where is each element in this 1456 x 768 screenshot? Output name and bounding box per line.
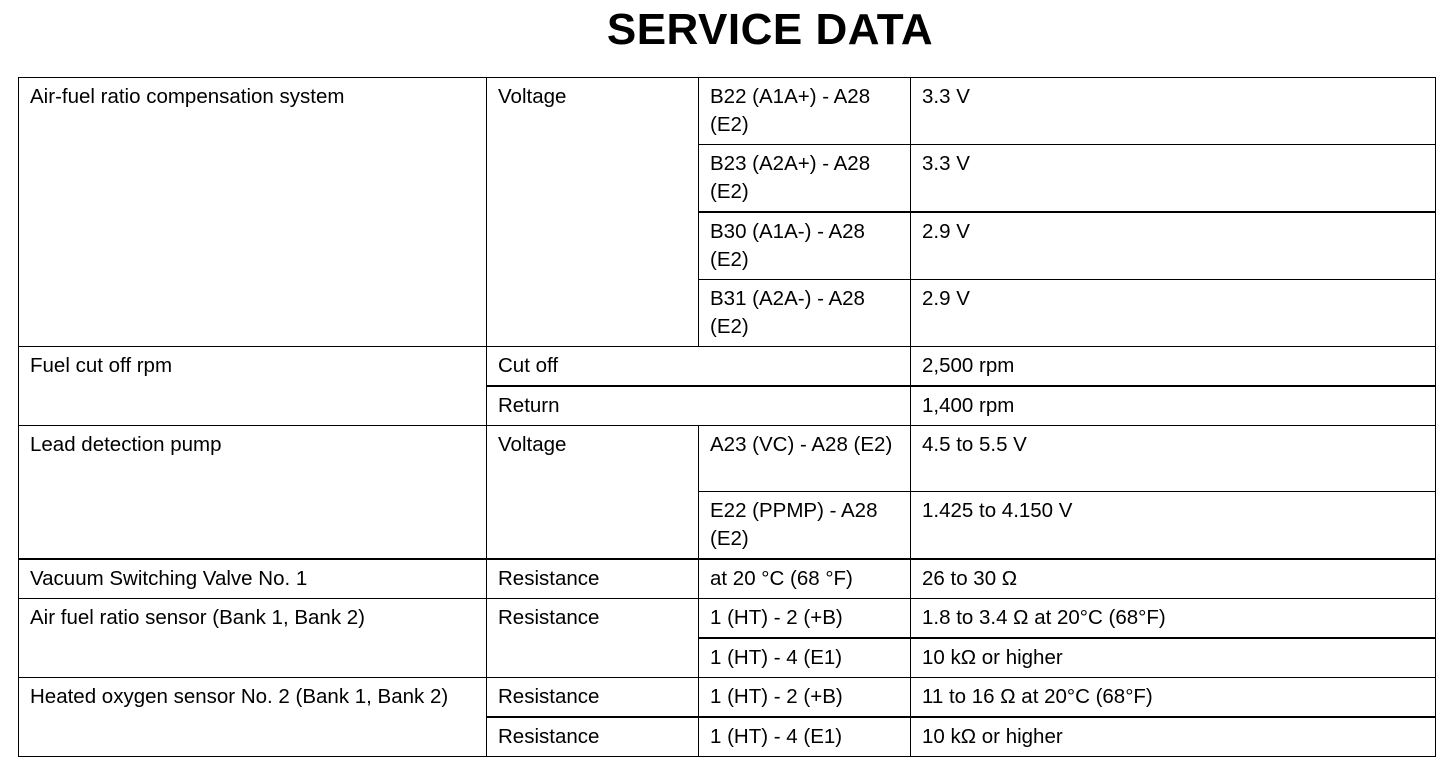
- terminal-cell: B30 (A1A-) - A28 (E2): [699, 212, 911, 280]
- value-cell: 3.3 V: [911, 78, 1436, 145]
- service-data-table: [18, 77, 1436, 757]
- value-cell: 4.5 to 5.5 V: [911, 426, 1436, 492]
- condition-cell: Voltage: [487, 78, 699, 347]
- terminal-cell: E22 (PPMP) - A28 (E2): [699, 492, 911, 560]
- value-cell: 3.3 V: [911, 145, 1436, 213]
- terminal-cell: at 20 °C (68 °F): [699, 559, 911, 599]
- table-row: [19, 599, 1436, 639]
- item-cell: Vacuum Switching Valve No. 1: [19, 559, 487, 599]
- terminal-cell: 1 (HT) - 2 (+B): [699, 678, 911, 718]
- table-row: [19, 78, 1436, 145]
- condition-cell: Resistance: [487, 717, 699, 757]
- condition-cell: Resistance: [487, 559, 699, 599]
- condition-cell: Voltage: [487, 426, 699, 560]
- item-cell: Air fuel ratio sensor (Bank 1, Bank 2): [19, 599, 487, 678]
- terminal-cell: A23 (VC) - A28 (E2): [699, 426, 911, 492]
- value-cell: 1.425 to 4.150 V: [911, 492, 1436, 560]
- terminal-cell: B31 (A2A-) - A28 (E2): [699, 280, 911, 347]
- condition-cell: Cut off: [487, 347, 911, 387]
- value-cell: 11 to 16 Ω at 20°C (68°F): [911, 678, 1436, 718]
- value-cell: 10 kΩ or higher: [911, 638, 1436, 678]
- terminal-cell: 1 (HT) - 4 (E1): [699, 638, 911, 678]
- value-cell: 10 kΩ or higher: [911, 717, 1436, 757]
- terminal-cell: B22 (A1A+) - A28 (E2): [699, 78, 911, 145]
- item-cell: Fuel cut off rpm: [19, 347, 487, 426]
- table-row: [19, 678, 1436, 718]
- table-row: [19, 347, 1436, 387]
- condition-cell: Resistance: [487, 678, 699, 718]
- table-row: [19, 559, 1436, 599]
- terminal-cell: 1 (HT) - 4 (E1): [699, 717, 911, 757]
- item-cell: Lead detection pump: [19, 426, 487, 560]
- value-cell: 2.9 V: [911, 280, 1436, 347]
- value-cell: 2.9 V: [911, 212, 1436, 280]
- value-cell: 2,500 rpm: [911, 347, 1436, 387]
- page-title: SERVICE DATA: [606, 5, 934, 54]
- value-cell: 1,400 rpm: [911, 386, 1436, 426]
- terminal-cell: B23 (A2A+) - A28 (E2): [699, 145, 911, 213]
- condition-cell: Resistance: [487, 599, 699, 678]
- value-cell: 26 to 30 Ω: [911, 559, 1436, 599]
- terminal-cell: 1 (HT) - 2 (+B): [699, 599, 911, 639]
- value-cell: 1.8 to 3.4 Ω at 20°C (68°F): [911, 599, 1436, 639]
- item-cell: Heated oxygen sensor No. 2 (Bank 1, Bank 2): [19, 678, 487, 757]
- condition-cell: Return: [487, 386, 911, 426]
- table-row: [19, 426, 1436, 492]
- item-cell: Air-fuel ratio compensation system: [19, 78, 487, 347]
